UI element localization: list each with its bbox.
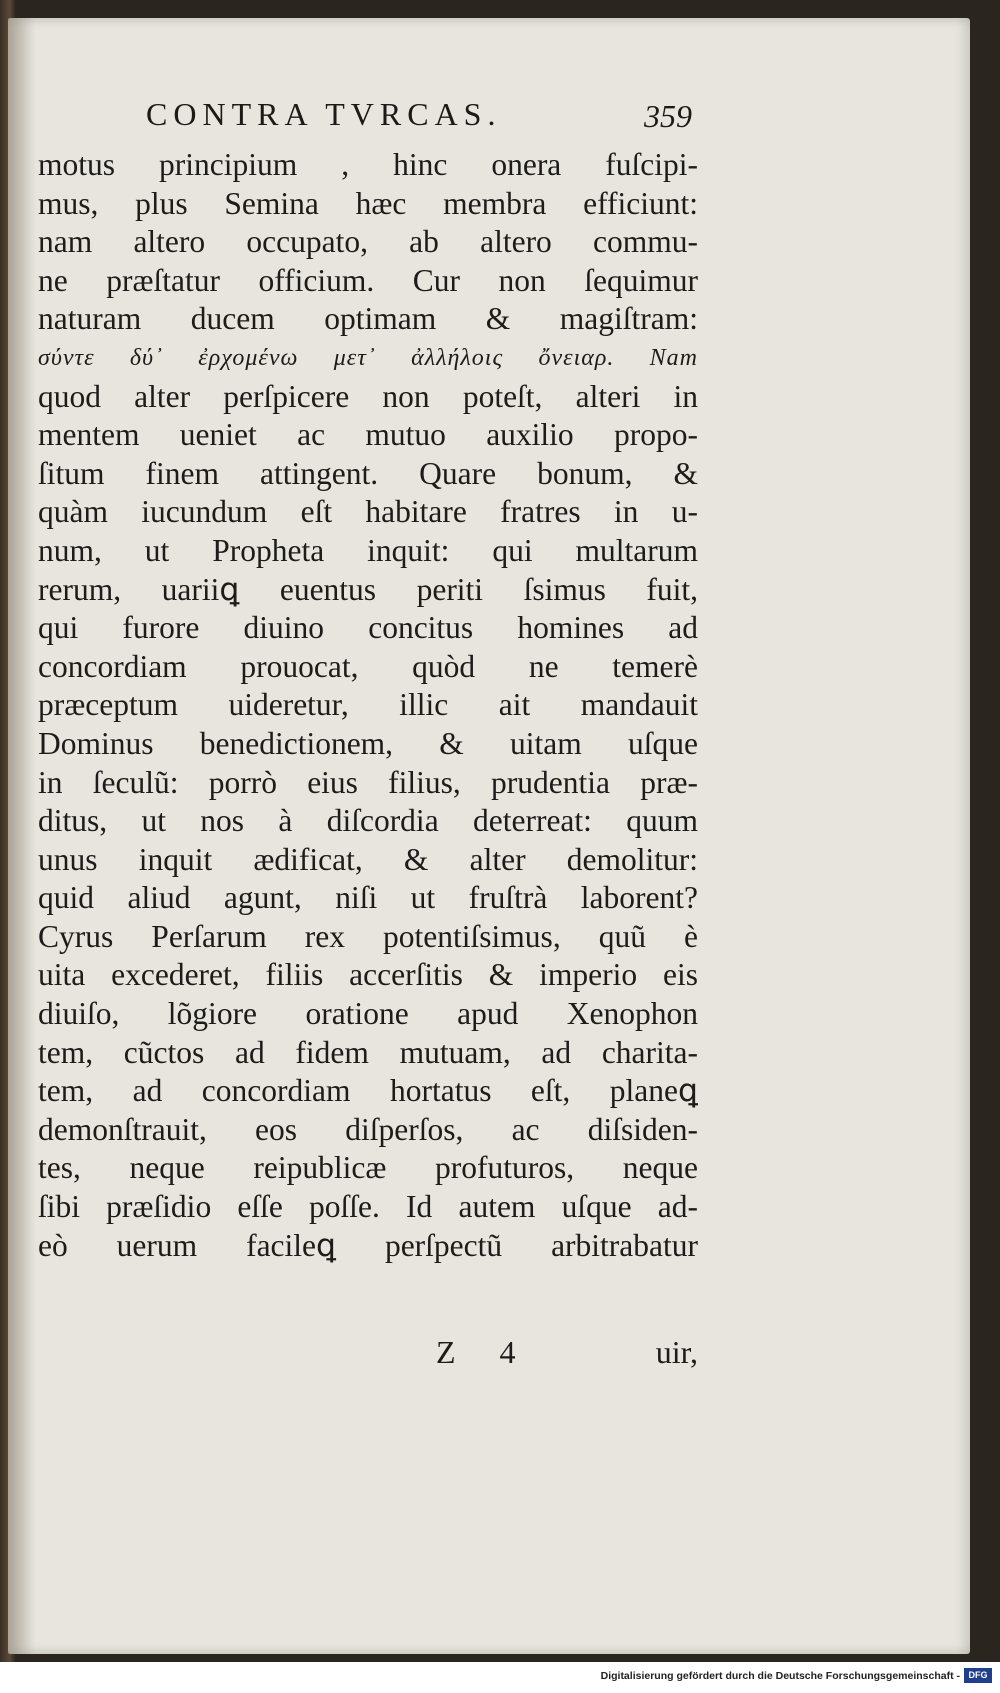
text-line: eò uerum facileꝗ perſpectũ arbitrabatur xyxy=(38,1227,698,1263)
dfg-logo: DFG xyxy=(964,1668,992,1683)
text-line: num, ut Propheta inquit: qui multarum xyxy=(38,532,698,568)
text-line: naturam ducem optimam & magiſtram: xyxy=(38,301,698,337)
text-line: demonſtrauit, eos diſperſos, ac diſsiden- xyxy=(38,1111,698,1147)
signature-line xyxy=(38,1334,698,1374)
text-line: concordiam prouocat, quòd ne temerè xyxy=(38,648,698,684)
text-line: quod alter perſpicere non poteſt, alteri in xyxy=(38,378,698,414)
text-line: ne præſtatur officium. Cur non ſequimur xyxy=(38,262,698,298)
text-line: qui furore diuino concitus homines ad xyxy=(38,610,698,646)
text-line: Cyrus Perſarum rex potentiſsimus, quũ è xyxy=(38,918,698,954)
signature-mark: Z 4 xyxy=(436,1334,534,1370)
text-line: præceptum uideretur, illic ait mandauit xyxy=(38,687,698,723)
text-line: mus, plus Semina hæc membra efficiunt: xyxy=(38,185,698,221)
text-line: ditus, ut nos à diſcordia deterreat: quum xyxy=(38,803,698,839)
text-line: quid aliud agunt, niſi ut fruſtrà laborent? xyxy=(38,880,698,916)
text-line: in ſeculũ: porrò eius filius, prudentia præ- xyxy=(38,764,698,800)
text-line: tes, neque reipublicæ profuturos, neque xyxy=(38,1150,698,1186)
running-head: CONTRA TVRCAS. xyxy=(146,96,502,132)
text-line: ſitum finem attingent. Quare bonum, & xyxy=(38,455,698,491)
book-page xyxy=(8,18,970,1654)
credit-bar xyxy=(0,1662,1000,1693)
body-text xyxy=(38,146,698,1265)
text-line: rerum, uariiꝗ euentus periti ſsimus fuit, xyxy=(38,571,698,607)
catchword: uir, xyxy=(655,1334,698,1370)
gutter-shadow xyxy=(8,18,36,1654)
text-line: uita excederet, filiis accerſitis & imperio eis xyxy=(38,957,698,993)
text-line: mentem ueniet ac mutuo auxilio propo- xyxy=(38,417,698,453)
text-line: nam altero occupato, ab altero commu- xyxy=(38,224,698,260)
text-line: unus inquit ædificat, & alter demolitur: xyxy=(38,841,698,877)
text-line: motus principium , hinc onera fuſcipi- xyxy=(38,147,698,182)
text-line: diuiſo, lõgiore oratione apud Xenophon xyxy=(38,996,698,1032)
page-number: 359 xyxy=(644,98,692,134)
text-line: Dominus benedictionem, & uitam uſque xyxy=(38,725,698,761)
credit-text: Digitalisierung gefördert durch die Deutsche Forschungsgemeinschaft - xyxy=(600,1670,960,1682)
greek-quote-line: σύντε δύ᾽ ἐρχομένω μετ᾽ ἀλλήλοις ὄνειαρ. Nam xyxy=(38,344,698,371)
text-line: tem, ad concordiam hortatus eſt, planeꝗ xyxy=(38,1073,698,1109)
text-line: quàm iucundum eſt habitare fratres in u- xyxy=(38,494,698,530)
text-line: ſibi præſidio eſſe poſſe. Id autem uſque ad- xyxy=(38,1189,698,1225)
text-line: tem, cũctos ad fidem mutuam, ad charita- xyxy=(38,1034,698,1070)
